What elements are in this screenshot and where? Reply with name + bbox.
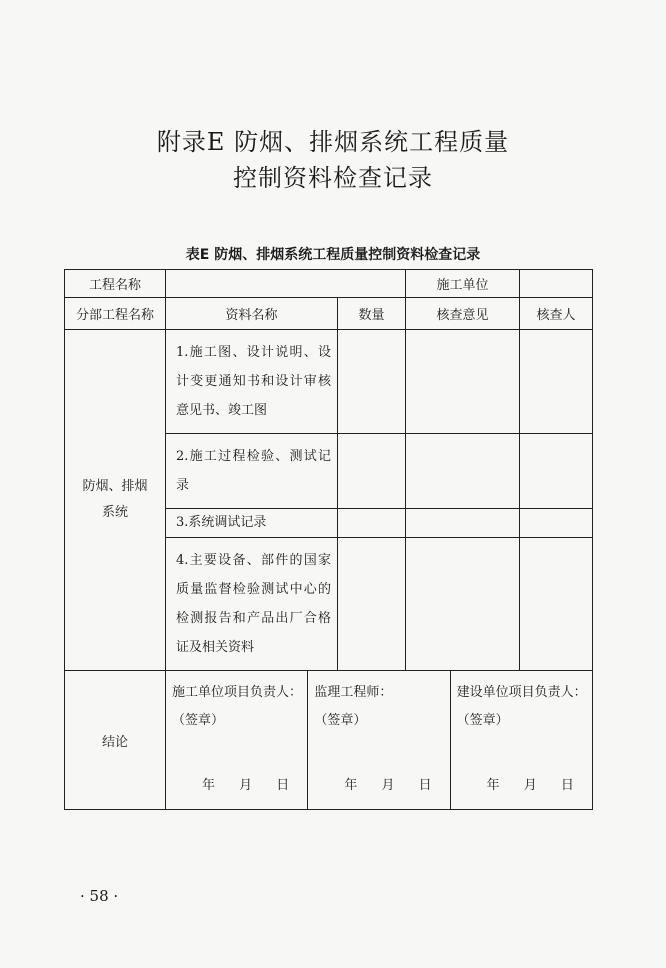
header-quantity: 数量 xyxy=(338,298,406,330)
opinion-cell xyxy=(406,538,520,671)
subsection-name: 防烟、排烟系统 xyxy=(65,330,166,671)
contractor-signature-block xyxy=(166,671,307,809)
quantity-cell xyxy=(338,509,406,538)
signer-seal: （签章） xyxy=(314,713,367,728)
header-document: 资料名称 xyxy=(166,298,338,330)
signer-seal: （签章） xyxy=(172,713,225,728)
document-item-2: 2.施工过程检验、测试记录 xyxy=(166,434,338,509)
conclusion-label: 结论 xyxy=(65,671,166,810)
inspection-record-table xyxy=(64,269,593,810)
contractor-label: 施工单位 xyxy=(406,270,520,298)
signer-seal: （签章） xyxy=(456,713,509,728)
appendix-title-line1: 附录E 防烟、排烟系统工程质量 xyxy=(156,128,510,156)
header-opinion: 核查意见 xyxy=(406,298,520,330)
inspector-cell xyxy=(520,434,593,509)
header-inspector: 核查人 xyxy=(520,298,593,330)
owner-signature-block xyxy=(450,671,592,809)
header-subsection: 分部工程名称 xyxy=(65,298,166,330)
inspector-cell xyxy=(520,509,593,538)
signer-date: 年 月 日 xyxy=(202,778,290,793)
signer-role: 建设单位项目负责人： xyxy=(456,685,587,700)
inspector-cell xyxy=(520,330,593,434)
conclusion-signatures xyxy=(166,671,593,810)
opinion-cell xyxy=(406,330,520,434)
opinion-cell xyxy=(406,509,520,538)
inspector-cell xyxy=(520,538,593,671)
page-number: · 58 · xyxy=(80,887,119,905)
document-item-1: 1.施工图、设计说明、设计变更通知书和设计审核意见书、竣工图 xyxy=(166,330,338,434)
contractor-field xyxy=(520,270,593,298)
project-name-field xyxy=(166,270,406,298)
table-caption: 表E 防烟、排烟系统工程质量控制资料检查记录 xyxy=(185,247,481,263)
signer-role: 施工单位项目负责人： xyxy=(172,685,303,700)
signer-date: 年 月 日 xyxy=(344,778,432,793)
opinion-cell xyxy=(406,434,520,509)
appendix-title-line2: 控制资料检查记录 xyxy=(233,164,433,192)
document-item-4: 4.主要设备、部件的国家质量监督检验测试中心的检测报告和产品出厂合格证及相关资料 xyxy=(166,538,338,671)
signer-role: 监理工程师： xyxy=(314,685,393,700)
quantity-cell xyxy=(338,330,406,434)
quantity-cell xyxy=(338,538,406,671)
quantity-cell xyxy=(338,434,406,509)
supervisor-signature-block xyxy=(307,671,449,809)
document-item-3: 3.系统调试记录 xyxy=(166,509,338,538)
signer-date: 年 月 日 xyxy=(486,778,574,793)
project-name-label: 工程名称 xyxy=(65,270,166,298)
